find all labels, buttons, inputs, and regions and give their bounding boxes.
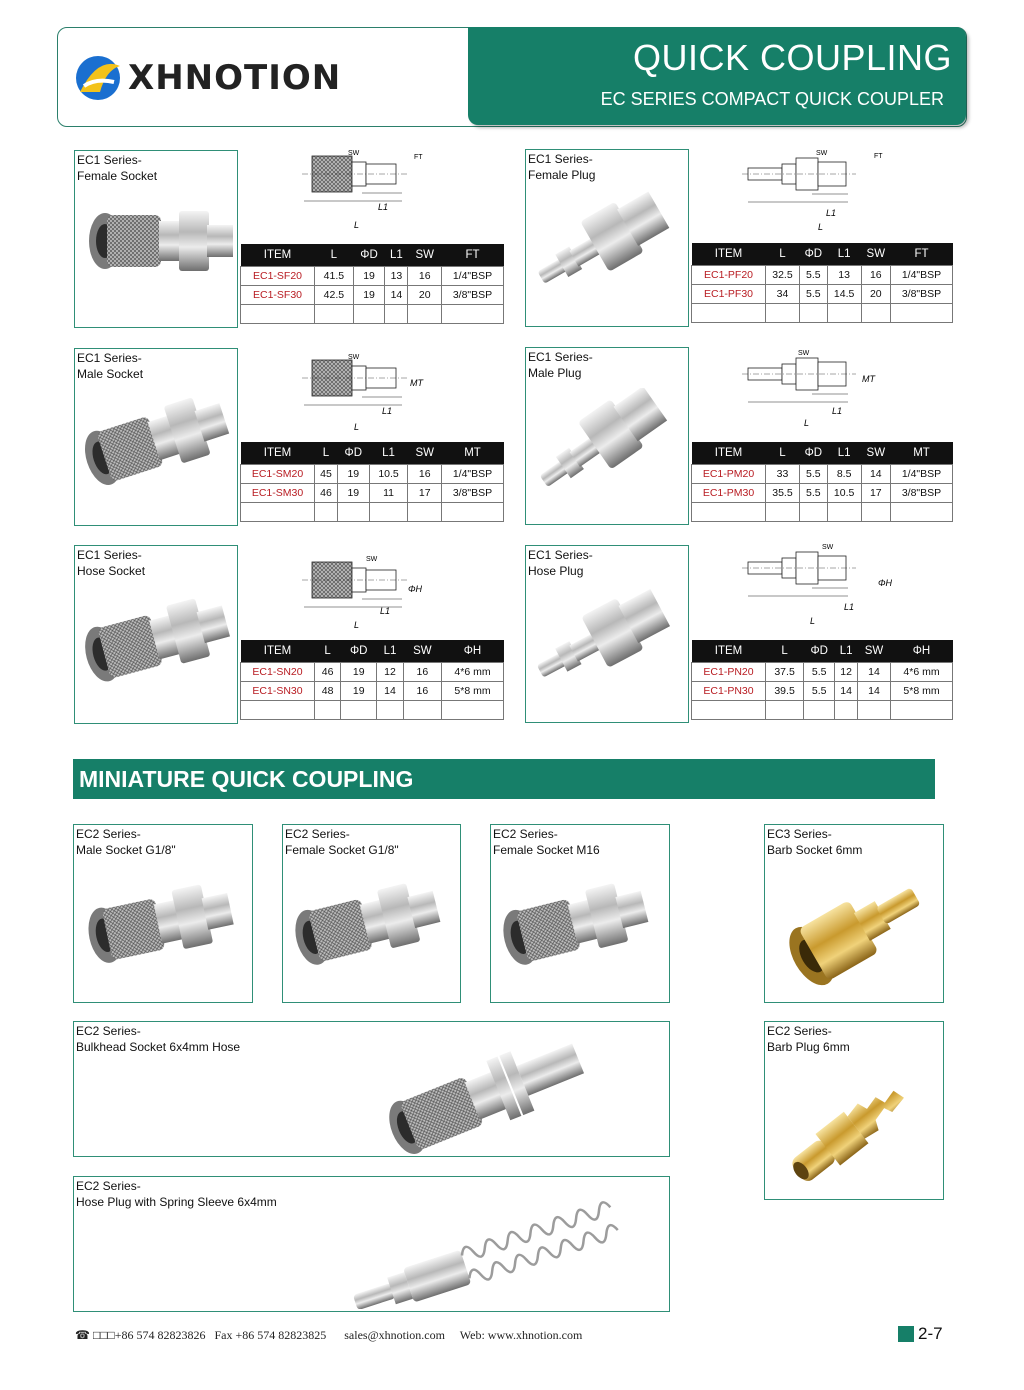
product-series: EC1 Series- xyxy=(528,548,593,562)
col-header: ΦD xyxy=(353,244,385,267)
product-name: Hose Socket xyxy=(77,564,146,578)
product-photo xyxy=(775,871,935,991)
product-photo xyxy=(532,190,682,310)
product-series: EC2 Series- xyxy=(767,1024,832,1038)
product-name: Male Socket G1/8" xyxy=(76,843,176,857)
logo-mark-icon xyxy=(70,52,130,104)
col-header: ΦD xyxy=(799,442,827,465)
table-row: EC1-SN30 48 19 14 16 5*8 mm xyxy=(241,682,504,701)
technical-drawing xyxy=(292,552,432,632)
product-photo xyxy=(84,873,244,993)
col-header: L1 xyxy=(385,244,408,267)
col-header: SW xyxy=(858,640,891,663)
product-card-ec2-female-socket-m16 xyxy=(490,824,670,1003)
col-header: L1 xyxy=(377,640,403,663)
product-series: EC2 Series- xyxy=(493,827,558,841)
product-photo xyxy=(81,391,231,511)
product-series: EC2 Series- xyxy=(76,1179,141,1193)
table-row xyxy=(241,305,504,324)
diagram-label: L xyxy=(354,422,360,432)
diagram-label: L xyxy=(818,222,824,232)
product-name: Hose Plug xyxy=(528,564,584,578)
col-header: ITEM xyxy=(241,442,315,465)
diagram-label: SW xyxy=(348,354,360,361)
diagram-label: SW xyxy=(366,556,378,563)
table-row: EC1-SM20 45 19 10.5 16 1/4"BSP xyxy=(241,465,504,484)
product-series: EC1 Series- xyxy=(77,153,142,167)
product-card-female-socket xyxy=(74,150,238,328)
product-card-ec2-bulkhead-socket xyxy=(73,1021,670,1157)
spec-table xyxy=(240,640,504,720)
col-header: ΦD xyxy=(337,442,369,465)
product-series: EC1 Series- xyxy=(528,152,593,166)
product-photo xyxy=(81,590,231,710)
col-header: SW xyxy=(408,244,442,267)
product-card-female-plug xyxy=(525,149,689,327)
table-row xyxy=(692,304,953,323)
table-row: EC1-PN30 39.5 5.5 14 14 5*8 mm xyxy=(692,682,953,701)
product-photo xyxy=(532,586,682,706)
product-photo xyxy=(344,1179,644,1309)
table-row: EC1-SF20 41.5 19 13 16 1/4"BSP xyxy=(241,267,504,286)
diagram-label: ΦH xyxy=(408,584,423,594)
product-series: EC2 Series- xyxy=(285,827,350,841)
diagram-label: SW xyxy=(816,150,828,157)
spec-table xyxy=(240,442,504,522)
col-header: ΦD xyxy=(799,243,827,266)
diagram-label: SW xyxy=(798,350,810,357)
col-header: L xyxy=(315,244,354,267)
product-series: EC1 Series- xyxy=(77,351,142,365)
product-name: Male Socket xyxy=(77,367,144,381)
col-header: ΦD xyxy=(341,640,377,663)
col-header: ITEM xyxy=(692,640,766,663)
product-name: Barb Plug 6mm xyxy=(767,1040,850,1054)
product-card-ec2-male-socket xyxy=(73,824,253,1003)
col-header: FT xyxy=(891,243,953,266)
technical-drawing xyxy=(738,346,888,430)
page-subtitle: EC SERIES COMPACT QUICK COUPLER xyxy=(600,89,944,109)
table-row: EC1-PN20 37.5 5.5 12 14 4*6 mm xyxy=(692,663,953,682)
diagram-label: L1 xyxy=(832,406,843,416)
table-row: EC1-PM20 33 5.5 8.5 14 1/4"BSP xyxy=(692,465,953,484)
diagram-label: L1 xyxy=(844,602,855,612)
diagram-label: L1 xyxy=(380,606,391,616)
technical-drawing xyxy=(738,146,888,236)
product-name: Hose Plug with Spring Sleeve 6x4mm xyxy=(76,1195,277,1209)
col-header: ΦD xyxy=(804,640,835,663)
col-header: ITEM xyxy=(241,244,315,267)
diagram-label: MT xyxy=(862,374,875,384)
table-row: EC1-PM30 35.5 5.5 10.5 17 3/8"BSP xyxy=(692,484,953,503)
table-row xyxy=(692,503,953,522)
technical-drawing xyxy=(292,350,432,434)
spec-table xyxy=(691,243,953,323)
product-card-ec2-barb-plug xyxy=(764,1021,944,1200)
footer-email[interactable]: sales@xhnotion.com xyxy=(344,1328,445,1342)
col-header: SW xyxy=(861,243,890,266)
product-photo xyxy=(83,191,233,311)
table-row xyxy=(241,701,504,720)
table-row: EC1-SF30 42.5 19 14 20 3/8"BSP xyxy=(241,286,504,305)
col-header: ITEM xyxy=(692,442,766,465)
col-header: ITEM xyxy=(241,640,315,663)
col-header: L1 xyxy=(835,640,858,663)
col-header: L xyxy=(766,442,800,465)
col-header: L1 xyxy=(369,442,408,465)
diagram-label: FT xyxy=(414,154,423,161)
spec-table xyxy=(691,442,953,522)
technical-drawing xyxy=(738,540,898,630)
product-card-ec2-hose-plug-spring xyxy=(73,1176,670,1312)
col-header: SW xyxy=(861,442,890,465)
technical-drawing xyxy=(292,146,432,236)
col-header: MT xyxy=(442,442,504,465)
table-row: EC1-PF30 34 5.5 14.5 20 3/8"BSP xyxy=(692,285,953,304)
product-card-hose-plug xyxy=(525,545,689,723)
col-header: L xyxy=(766,640,804,663)
product-card-hose-socket xyxy=(74,545,238,724)
spec-table xyxy=(240,244,504,324)
diagram-label: FT xyxy=(874,153,883,160)
table-row xyxy=(692,701,953,720)
product-card-ec2-female-socket-g18 xyxy=(282,824,461,1003)
col-header: L1 xyxy=(827,442,861,465)
spec-table xyxy=(691,640,953,720)
product-series: EC2 Series- xyxy=(76,1024,141,1038)
table-row: EC1-PF20 32.5 5.5 13 16 1/4"BSP xyxy=(692,266,953,285)
page-marker-icon xyxy=(898,1326,914,1342)
footer-phone: ☎ □□□+86 574 82823826 xyxy=(75,1328,206,1342)
col-header: FT xyxy=(442,244,504,267)
diagram-label: ΦH xyxy=(878,578,893,588)
product-card-ec3-barb-socket xyxy=(764,824,944,1003)
product-photo xyxy=(773,1066,933,1194)
col-header: ITEM xyxy=(692,243,766,266)
product-photo xyxy=(291,873,451,993)
product-photo xyxy=(532,388,682,508)
product-card-male-socket xyxy=(74,348,238,526)
diagram-label: SW xyxy=(822,544,834,551)
page-title: QUICK COUPLING xyxy=(632,37,952,78)
diagram-label: MT xyxy=(410,378,423,388)
diagram-label: SW xyxy=(348,150,360,157)
product-series: EC1 Series- xyxy=(528,350,593,364)
section-heading: MINIATURE QUICK COUPLING xyxy=(73,759,935,799)
product-name: Barb Socket 6mm xyxy=(767,843,863,857)
product-series: EC3 Series- xyxy=(767,827,832,841)
footer-contact xyxy=(75,1328,582,1343)
col-header: SW xyxy=(403,640,441,663)
header-banner xyxy=(468,27,966,125)
diagram-label: L1 xyxy=(826,208,837,218)
product-series: EC2 Series- xyxy=(76,827,141,841)
page-number: 2-7 xyxy=(918,1324,943,1343)
footer-fax: Fax +86 574 82823825 xyxy=(214,1328,327,1342)
product-name: Female Socket xyxy=(77,169,158,183)
col-header: ΦH xyxy=(442,640,504,663)
product-photo xyxy=(369,1024,609,1154)
product-name: Female Socket M16 xyxy=(493,843,600,857)
footer-web[interactable]: Web: www.xhnotion.com xyxy=(459,1328,583,1342)
col-header: L1 xyxy=(827,243,861,266)
col-header: L xyxy=(315,640,341,663)
col-header: ΦH xyxy=(891,640,953,663)
col-header: L xyxy=(315,442,338,465)
product-photo xyxy=(499,873,659,993)
product-name: Female Socket G1/8" xyxy=(285,843,399,857)
diagram-label: L xyxy=(354,220,360,230)
logo-text: XHNOTION xyxy=(128,58,342,98)
product-name: Bulkhead Socket 6x4mm Hose xyxy=(76,1040,241,1054)
diagram-label: L xyxy=(810,616,816,626)
table-row xyxy=(241,503,504,522)
diagram-label: L1 xyxy=(378,202,389,212)
product-name: Male Plug xyxy=(528,366,582,380)
table-row: EC1-SM30 46 19 11 17 3/8"BSP xyxy=(241,484,504,503)
col-header: MT xyxy=(891,442,953,465)
table-row: EC1-SN20 46 19 12 16 4*6 mm xyxy=(241,663,504,682)
product-card-male-plug xyxy=(525,347,689,525)
col-header: SW xyxy=(408,442,442,465)
diagram-label: L xyxy=(804,418,810,428)
product-series: EC1 Series- xyxy=(77,548,142,562)
diagram-label: L xyxy=(354,620,360,630)
diagram-label: L1 xyxy=(382,406,393,416)
product-name: Female Plug xyxy=(528,168,596,182)
col-header: L xyxy=(766,243,800,266)
